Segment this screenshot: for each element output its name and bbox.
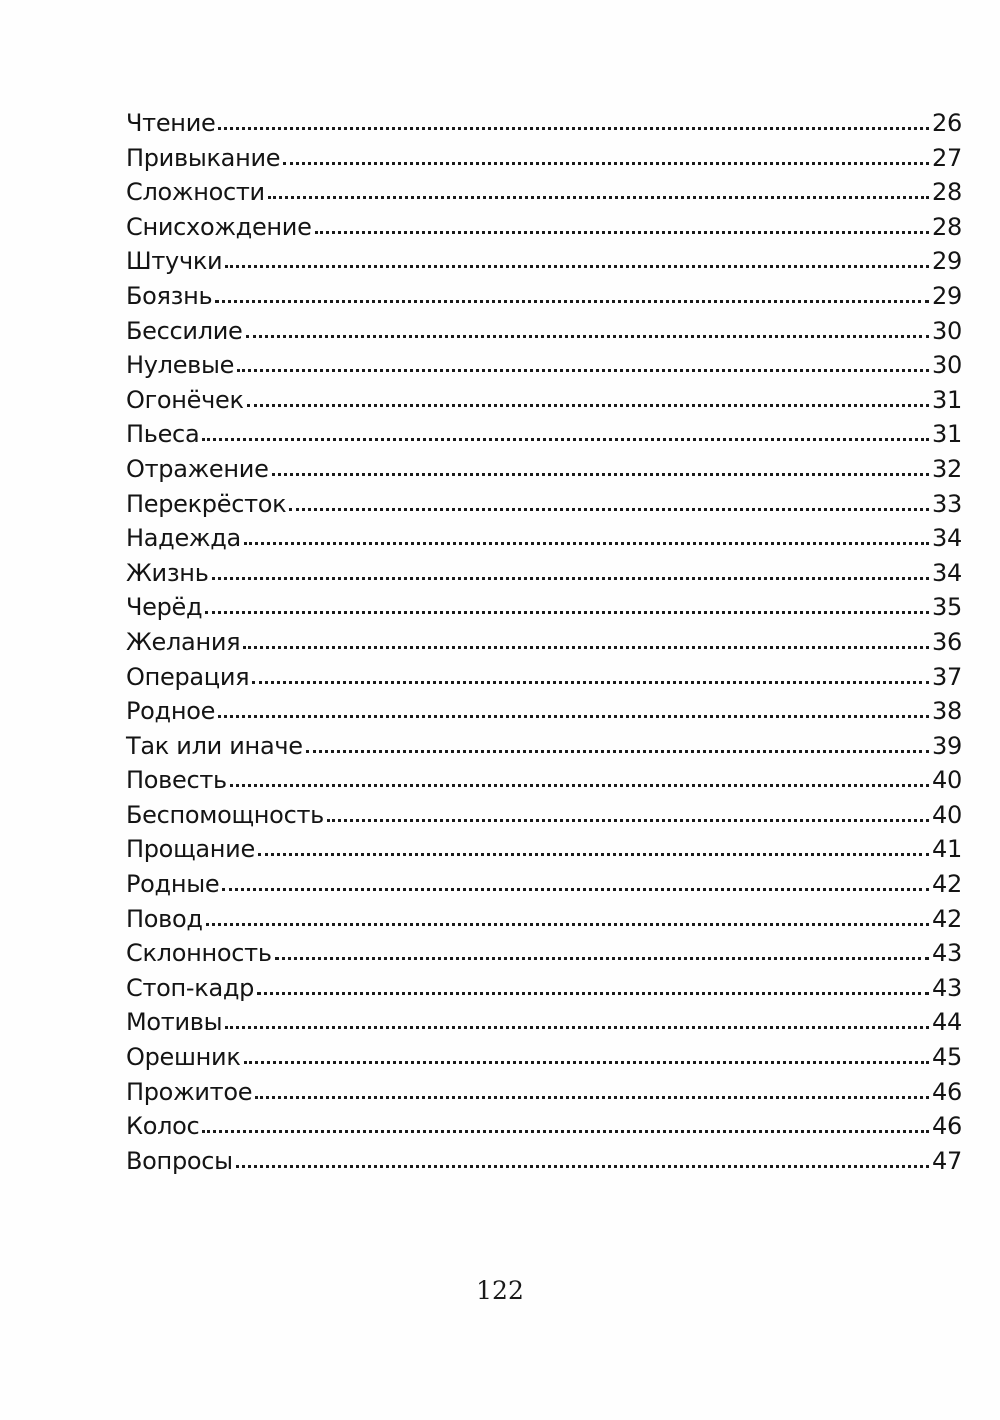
toc-entry-page: 46 <box>932 1112 962 1141</box>
dot-leader <box>237 363 929 372</box>
toc-entry-page: 36 <box>932 627 962 656</box>
toc-entry-title: Мотивы <box>126 1008 223 1037</box>
toc-entry-page: 43 <box>932 973 962 1002</box>
dot-leader <box>252 675 929 684</box>
toc-entry-page: 30 <box>932 351 962 380</box>
dot-leader <box>244 536 929 545</box>
toc-entry <box>126 1075 962 1110</box>
toc-entry <box>126 244 962 279</box>
dot-leader <box>218 121 929 130</box>
toc-entry-title: Сложности <box>126 178 265 207</box>
toc-entry <box>126 1144 962 1179</box>
dot-leader <box>212 571 929 580</box>
toc-entry <box>126 832 962 867</box>
page-number: 122 <box>476 1276 524 1305</box>
toc-entry <box>126 210 962 245</box>
toc-entry-page: 40 <box>932 766 962 795</box>
dot-leader <box>230 778 929 787</box>
toc-entry-title: Колос <box>126 1112 200 1141</box>
toc-entry-page: 42 <box>932 870 962 899</box>
dot-leader <box>202 1124 929 1133</box>
toc-entry-title: Прожитое <box>126 1077 253 1106</box>
toc-entry <box>126 175 962 210</box>
toc-entry-page: 46 <box>932 1077 962 1106</box>
dot-leader <box>225 1020 929 1029</box>
toc-entry <box>126 487 962 522</box>
toc-entry-title: Чтение <box>126 109 216 137</box>
toc-entry-title: Черёд <box>126 593 203 622</box>
dot-leader <box>275 951 929 960</box>
toc-entry <box>126 660 962 695</box>
toc-entry-title: Нулевые <box>126 351 235 380</box>
toc-entry <box>126 314 962 349</box>
toc-entry-page: 27 <box>932 143 962 172</box>
dot-leader <box>236 1159 929 1168</box>
dot-leader <box>247 398 929 407</box>
toc-entry-page: 47 <box>932 1146 962 1175</box>
dot-leader <box>255 1090 929 1099</box>
table-of-contents <box>126 106 962 1178</box>
toc-entry-page: 34 <box>932 524 962 553</box>
toc-entry-title: Желания <box>126 627 241 656</box>
toc-entry <box>126 417 962 452</box>
toc-entry <box>126 1005 962 1040</box>
dot-leader <box>202 432 929 441</box>
toc-entry-title: Привыкание <box>126 143 281 172</box>
toc-entry-title: Склонность <box>126 939 272 968</box>
toc-entry-page: 33 <box>932 489 962 518</box>
toc-entry-title: Родное <box>126 697 216 726</box>
toc-entry-title: Так или иначе <box>126 731 303 760</box>
toc-entry <box>126 348 962 383</box>
toc-entry <box>126 452 962 487</box>
toc-entry-title: Повесть <box>126 766 227 795</box>
toc-entry-title: Беспомощность <box>126 800 324 829</box>
toc-entry-page: 40 <box>932 800 962 829</box>
toc-entry-page: 42 <box>932 904 962 933</box>
dot-leader <box>246 329 930 338</box>
toc-entry-title: Прощание <box>126 835 255 864</box>
toc-entry <box>126 936 962 971</box>
toc-entry <box>126 729 962 764</box>
dot-leader <box>206 917 929 926</box>
toc-entry <box>126 798 962 833</box>
dot-leader <box>327 813 929 822</box>
toc-entry-title: Вопросы <box>126 1146 233 1175</box>
toc-entry-title: Стоп-кадр <box>126 973 255 1002</box>
toc-entry <box>126 590 962 625</box>
dot-leader <box>315 225 929 234</box>
toc-entry-title: Жизнь <box>126 558 209 587</box>
toc-entry-title: Родные <box>126 870 220 899</box>
toc-entry-title: Боязнь <box>126 281 213 310</box>
dot-leader <box>225 259 929 268</box>
toc-entry-page: 38 <box>932 697 962 726</box>
toc-entry-page: 29 <box>932 281 962 310</box>
toc-entry-title: Надежда <box>126 524 241 553</box>
toc-entry-page: 37 <box>932 662 962 691</box>
toc-entry-title: Повод <box>126 904 203 933</box>
toc-entry <box>126 106 962 141</box>
toc-entry-page: 45 <box>932 1043 962 1072</box>
toc-entry <box>126 279 962 314</box>
toc-entry-title: Орешник <box>126 1043 241 1072</box>
toc-entry-title: Штучки <box>126 247 223 276</box>
toc-entry-page: 43 <box>932 939 962 968</box>
toc-entry <box>126 1109 962 1144</box>
toc-entry-title: Пьеса <box>126 420 200 449</box>
toc-entry-page: 28 <box>932 178 962 207</box>
toc-entry-page: 35 <box>932 593 962 622</box>
toc-entry <box>126 556 962 591</box>
toc-entry <box>126 521 962 556</box>
toc-entry-page: 41 <box>932 835 962 864</box>
dot-leader <box>289 502 929 511</box>
toc-entry-title: Отражение <box>126 454 269 483</box>
toc-entry <box>126 867 962 902</box>
dot-leader <box>218 709 929 718</box>
toc-entry-page: 44 <box>932 1008 962 1037</box>
toc-entry-page: 31 <box>932 420 962 449</box>
dot-leader <box>258 847 929 856</box>
toc-entry <box>126 1040 962 1075</box>
toc-entry-title: Операция <box>126 662 250 691</box>
toc-entry-page: 39 <box>932 731 962 760</box>
dot-leader <box>272 467 929 476</box>
dot-leader <box>257 986 929 995</box>
dot-leader <box>205 605 929 614</box>
toc-entry-title: Огонёчек <box>126 385 244 414</box>
toc-entry-page: 30 <box>932 316 962 345</box>
toc-entry <box>126 763 962 798</box>
dot-leader <box>283 156 929 165</box>
toc-entry-title: Перекрёсток <box>126 489 287 518</box>
toc-entry <box>126 625 962 660</box>
dot-leader <box>222 882 929 891</box>
dot-leader <box>244 1055 930 1064</box>
dot-leader <box>268 190 929 199</box>
dot-leader <box>243 640 929 649</box>
toc-entry <box>126 694 962 729</box>
dot-leader <box>306 744 929 753</box>
toc-entry-page: 32 <box>932 454 962 483</box>
toc-entry-page: 34 <box>932 558 962 587</box>
toc-entry <box>126 141 962 176</box>
toc-entry-title: Бессилие <box>126 316 243 345</box>
toc-entry-page: 31 <box>932 385 962 414</box>
toc-entry-page: 28 <box>932 212 962 241</box>
toc-entry <box>126 383 962 418</box>
toc-entry-page: 26 <box>932 109 962 137</box>
toc-entry-title: Снисхождение <box>126 212 312 241</box>
dot-leader <box>215 294 929 303</box>
toc-entry-page: 29 <box>932 247 962 276</box>
toc-entry <box>126 971 962 1006</box>
toc-entry <box>126 902 962 937</box>
